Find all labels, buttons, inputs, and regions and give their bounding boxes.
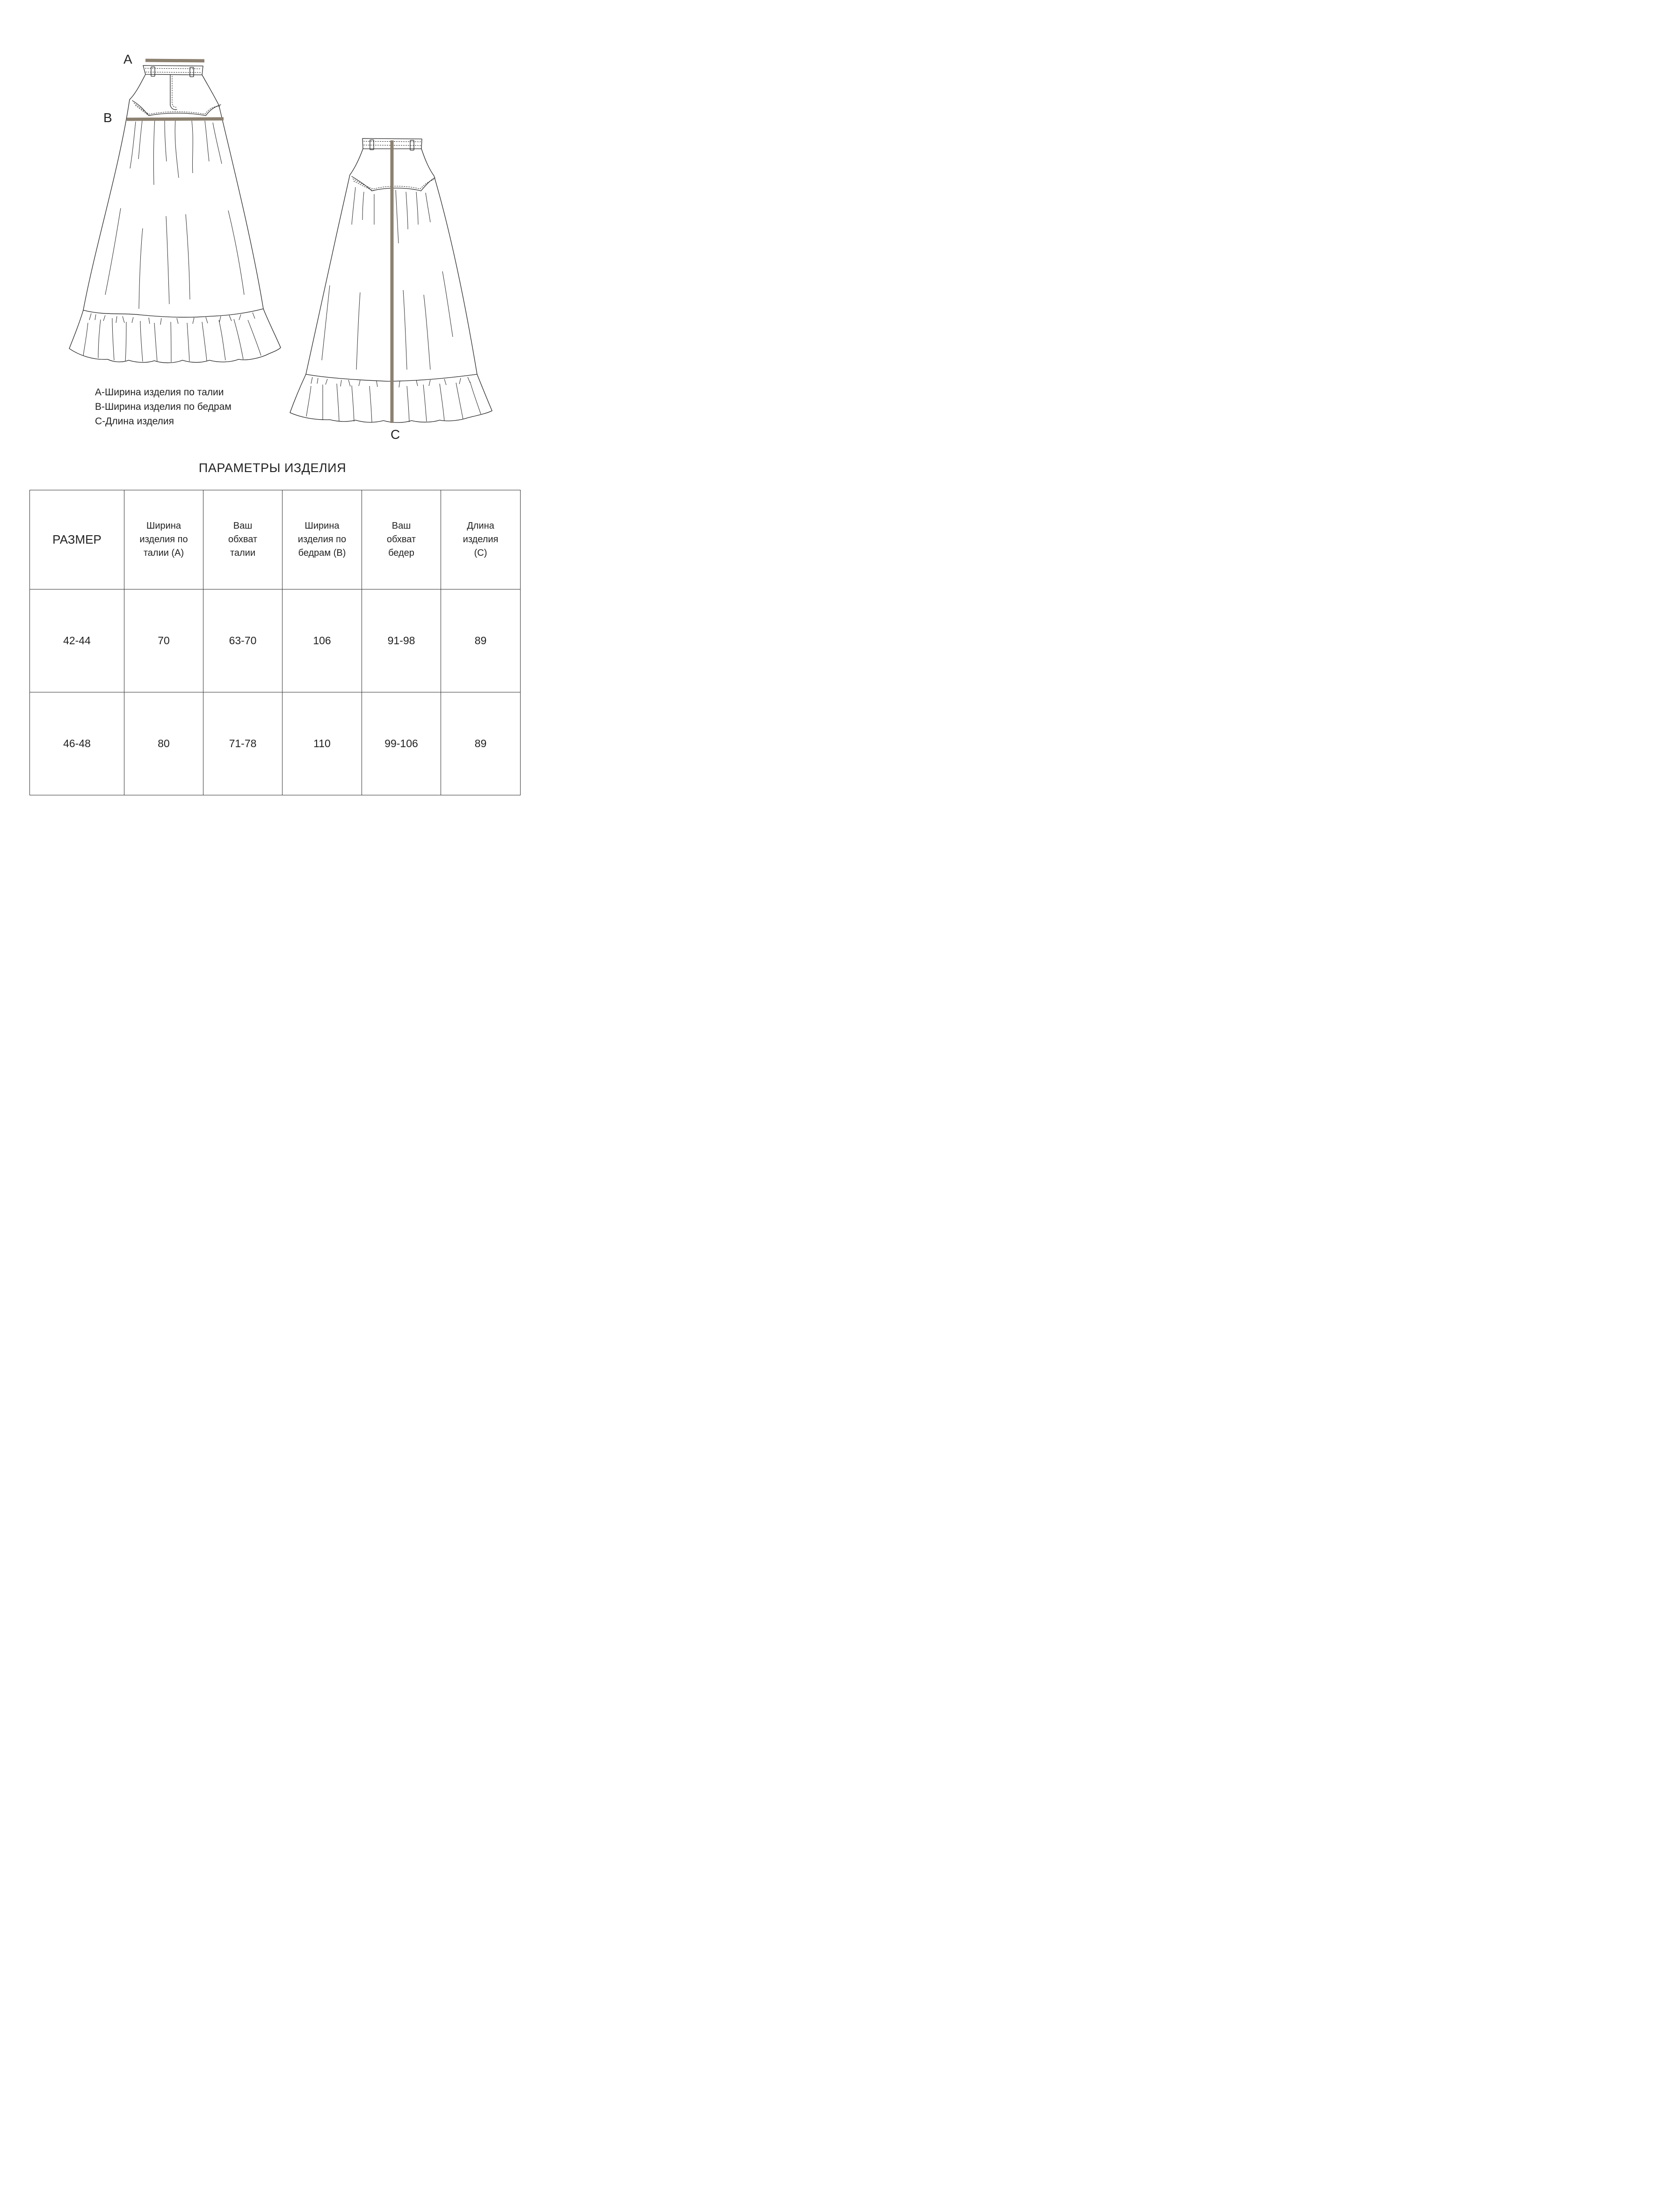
cell-hip-width: 106 bbox=[283, 589, 362, 692]
legend-item-c: С-Длина изделия bbox=[95, 416, 174, 427]
header-your-hips-text: Ваш обхват бедер bbox=[386, 521, 416, 559]
header-waist-width bbox=[124, 490, 203, 589]
measurement-legend bbox=[95, 385, 232, 429]
cell-size: 46-48 bbox=[30, 692, 124, 795]
header-length bbox=[441, 490, 521, 589]
cell-length: 89 bbox=[441, 589, 521, 692]
marker-b: B bbox=[103, 110, 112, 125]
header-waist-width-text: Ширина изделия по талии (А) bbox=[139, 521, 188, 559]
measure-line-a bbox=[145, 60, 204, 61]
table-row bbox=[30, 589, 521, 692]
marker-a: A bbox=[123, 52, 132, 66]
header-length-text: Длина изделия (С) bbox=[463, 521, 499, 559]
cell-hip-width: 110 bbox=[283, 692, 362, 795]
size-parameters-table bbox=[29, 490, 521, 795]
cell-size: 42-44 bbox=[30, 589, 124, 692]
header-size: РАЗМЕР bbox=[30, 490, 124, 589]
header-your-hips bbox=[362, 490, 441, 589]
cell-your-hips: 91-98 bbox=[362, 589, 441, 692]
header-your-waist bbox=[203, 490, 283, 589]
legend-item-a: А-Ширина изделия по талии bbox=[95, 387, 224, 398]
front-skirt-sketch bbox=[69, 65, 281, 363]
legend-item-b: В-Ширина изделия по бедрам bbox=[95, 401, 232, 412]
table-row bbox=[30, 692, 521, 795]
cell-waist-width: 70 bbox=[124, 589, 203, 692]
table-header-row bbox=[30, 490, 521, 589]
cell-your-waist: 63-70 bbox=[203, 589, 283, 692]
header-hip-width bbox=[283, 490, 362, 589]
marker-c: C bbox=[391, 427, 400, 442]
page-title: ПАРАМЕТРЫ ИЗДЕЛИЯ bbox=[198, 461, 347, 475]
header-hip-width-text: Ширина изделия по бедрам (В) bbox=[297, 521, 347, 559]
cell-length: 89 bbox=[441, 692, 521, 795]
cell-your-hips: 99-106 bbox=[362, 692, 441, 795]
skirt-technical-drawing bbox=[0, 0, 545, 458]
cell-waist-width: 80 bbox=[124, 692, 203, 795]
cell-your-waist: 71-78 bbox=[203, 692, 283, 795]
header-your-waist-text: Ваш обхват талии bbox=[228, 521, 258, 559]
